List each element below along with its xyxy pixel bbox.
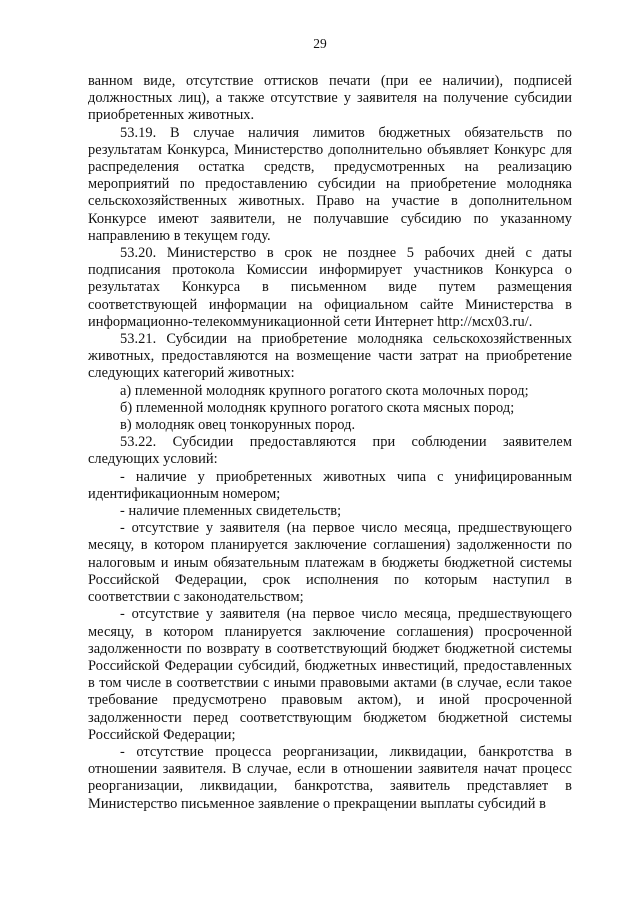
paragraph-53-22: 53.22. Субсидии предоставляются при соблюдении заявителем следующих условий: xyxy=(88,434,572,468)
paragraph-53-19: 53.19. В случае наличия лимитов бюджетных обязательств по результатам Конкурса, Министерство дополнительно объявляет Конкурс для распределения остатка средств, предусмотренных на реализацию мероприятий по предоставлению субсидии на приобретение молодняка сельскохозяйственных животных. Право на участие в дополнительном Конкурсе имеют заявители, не получавшие субсидию по указанному направлению в текущем году. xyxy=(88,124,572,244)
condition-chip: - наличие у приобретенных животных чипа с унифицированным идентификационным номером; xyxy=(88,468,572,502)
paragraph-53-20: 53.20. Министерство в срок не позднее 5 рабочих дней с даты подписания протокола Комиссии информирует участников Конкурса о результатах Конкурса в письменном виде путем размещения соответствующей информации на официальном сайте Министерства в информационно-телекоммуникационной сети Интернет http://мсх03.ru/. xyxy=(88,245,572,330)
document-body xyxy=(88,73,572,813)
condition-reorganization: - отсутствие процесса реорганизации, ликвидации, банкротства в отношении заявителя. В случае, если в отношении заявителя начат процесс реорганизации, ликвидации, банкротства, заявитель представляет в Министерство письменное заявление о прекращении выплаты субсидий в xyxy=(88,743,572,812)
list-item-b: б) племенной молодняк крупного рогатого скота мясных пород; xyxy=(120,399,515,416)
list-item-c: в) молодняк овец тонкорунных пород. xyxy=(120,417,356,434)
list-item-a: а) племенной молодняк крупного рогатого скота молочных пород; xyxy=(120,382,529,399)
condition-overdue-debt: - отсутствие у заявителя (на первое число месяца, предшествующего месяцу, в котором планируется заключение соглашения) просроченной задолженности по возврату в соответствующий бюджет бюджетной системы Российской Федерации субсидий, бюджетных инвестиций, предоставленных в том числе в соответствии с иными правовыми актами (в случае, если такое требование предусмотрено правовым актом), и иной просроченной задолженности перед соответствующим бюджетом бюджетной системы Российской Федерации; xyxy=(88,606,572,743)
page-number: 29 xyxy=(313,36,327,51)
condition-tax-debt: - отсутствие у заявителя (на первое число месяца, предшествующего месяцу, в котором планируется заключение соглашения) задолженности по налоговым и иным обязательным платежам в бюджеты бюджетной системы Российской Федерации, срок исполнения по которым наступил в соответствии с законодательством; xyxy=(88,520,572,606)
condition-certificates: - наличие племенных свидетельств; xyxy=(120,503,342,520)
paragraph-continuation: ванном виде, отсутствие оттисков печати (при ее наличии), подписей должностных лиц), а также отсутствие у заявителя на получение субсидии приобретенных животных. xyxy=(88,73,572,124)
paragraph-53-21: 53.21. Субсидии на приобретение молодняка сельскохозяйственных животных, предоставляются на возмещение части затрат на приобретение следующих категорий животных: xyxy=(88,331,572,382)
